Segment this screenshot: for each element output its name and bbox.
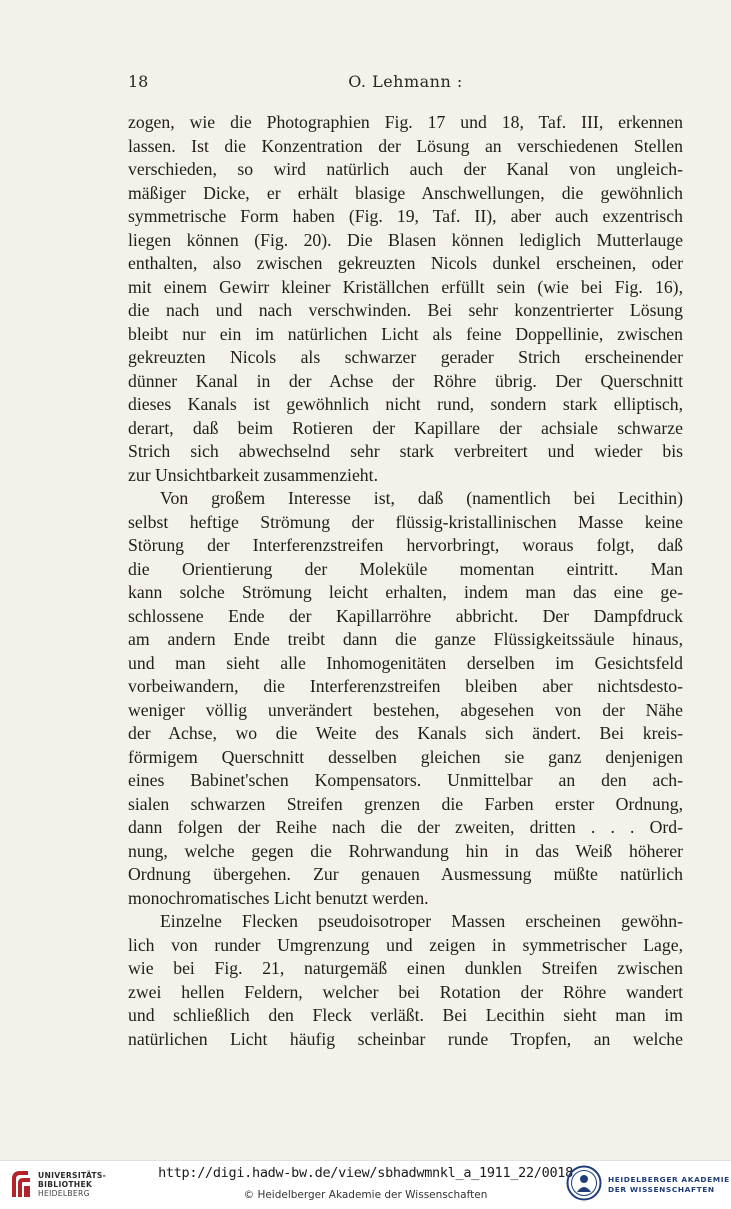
text-line: Strich sich abwechselnd sehr stark verbreitert und wieder bis (128, 441, 683, 461)
text-line: weniger völlig unverändert bestehen, abgesehen von der Nähe (128, 699, 683, 720)
text-line: Störung der Interferenzstreifen hervorbringt, woraus folgt, daß (128, 535, 683, 555)
text-line: schlossene Ende der Kapillarröhre abbricht. Der Dampfdruck (128, 605, 683, 626)
text-line: förmigem Querschnitt desselben gleichen sie ganz denjenigen (128, 746, 683, 767)
text-line: enthalten, also zwischen gekreuzten Nicols dunkel erscheinen, oder (128, 253, 683, 273)
text-line: bleibt nur ein im natürlichen Licht als feine Doppellinie, zwischen (128, 323, 683, 344)
text-line: Einzelne Flecken pseudoisotroper Massen erscheinen gewöhn- (160, 911, 683, 931)
body-text (128, 111, 683, 1051)
page-header (128, 72, 683, 94)
text-line: eines Babinet'schen Kompensators. Unmittelbar an den ach- (128, 770, 683, 790)
viewer-footer (0, 1160, 731, 1209)
text-line: zwei hellen Feldern, welcher bei Rotation der Röhre wandert (128, 981, 683, 1002)
logo-line: HEIDELBERGER AKADEMIE (608, 1175, 730, 1184)
text-line: kann solche Strömung leicht erhalten, indem man das eine ge- (128, 582, 683, 602)
text-line: dieses Kanals ist gewöhnlich nicht rund, sondern stark elliptisch, (128, 394, 683, 414)
text-line: sialen schwarzen Streifen grenzen die Farben erster Ordnung, (128, 793, 683, 814)
text-line: Ordnung übergehen. Zur genauen Ausmessung müßte natürlich (128, 864, 683, 884)
text-line: dünner Kanal in der Achse der Röhre übrig. Der Querschnitt (128, 370, 683, 391)
logo-line: BIBLIOTHEK (38, 1180, 93, 1189)
text-line: am andern Ende treibt dann die ganze Flüssigkeitssäule hinaus, (128, 629, 683, 649)
text-line: Von großem Interesse ist, daß (namentlich bei Lecithin) (160, 488, 683, 508)
text-line: wie bei Fig. 21, naturgemäß einen dunklen Streifen zwischen (128, 958, 683, 978)
text-line: und man sieht alle Inhomogenitäten derselben im Gesichtsfeld (128, 652, 683, 673)
text-line: mäßiger Dicke, er erhält blasige Anschwellungen, die gewöhnlich (128, 182, 683, 203)
text-line: liegen können (Fig. 20). Die Blasen können lediglich Mutterlauge (128, 229, 683, 250)
text-line: lich von runder Umgrenzung und zeigen in symmetrischer Lage, (128, 934, 683, 955)
text-line: natürlichen Licht häufig scheinbar runde Tropfen, an welche (128, 1028, 683, 1049)
text-line: symmetrische Form haben (Fig. 19, Taf. II), aber auch exzentrisch (128, 206, 683, 226)
text-line: lassen. Ist die Konzentration der Lösung an verschiedenen Stellen (128, 135, 683, 156)
text-line: vorbeiwandern, die Interferenzstreifen bleiben aber nichtsdesto- (128, 676, 683, 696)
text-line: verschieden, so wird natürlich auch der Kanal von ungleich- (128, 159, 683, 179)
text-line: zogen, wie die Photographien Fig. 17 und 18, Taf. III, erkennen (128, 112, 683, 132)
logo-line: DER WISSENSCHAFTEN (608, 1185, 715, 1194)
logo-line: UNIVERSITÄTS- (38, 1171, 107, 1180)
text-line: nung, welche gegen die Rohrwandung hin in das Weiß höherer (128, 840, 683, 861)
text-line: mit einem Gewirr kleiner Kriställchen erfüllt sein (wie bei Fig. 16), (128, 276, 683, 297)
text-line: zur Unsichtbarkeit zusammenzieht. (128, 464, 378, 485)
academy-text (608, 1175, 730, 1195)
source-url-link[interactable]: http://digi.hadw-bw.de/view/sbhadwmnkl_a_1911_22/0018 (158, 1165, 573, 1181)
text-line: die Orientierung der Moleküle momentan eintritt. Man (128, 558, 683, 579)
page-number: 18 (128, 72, 149, 91)
paragraph-2 (128, 487, 683, 910)
paragraph-1 (128, 111, 683, 487)
text-line: dann folgen der Reihe nach die der zweiten, dritten . . . Ord- (128, 817, 683, 837)
text-line: der Achse, wo die Weite des Kanals sich ändert. Bei kreis- (128, 723, 683, 743)
text-line: selbst heftige Strömung der flüssig-kristallinischen Masse keine (128, 511, 683, 532)
copyright-notice: © Heidelberger Akademie der Wissenschaften (243, 1189, 488, 1201)
text-line: monochromatisches Licht benutzt werden. (128, 887, 429, 908)
text-line: derart, daß beim Rotieren der Kapillare der achsiale schwarze (128, 417, 683, 438)
logo-line: HEIDELBERG (38, 1189, 90, 1198)
text-line: und schließlich den Fleck verläßt. Bei Lecithin sieht man im (128, 1005, 683, 1025)
text-line: gekreuzten Nicols als schwarzer gerader Strich erscheinender (128, 347, 683, 367)
text-line: die nach und nach verschwinden. Bei sehr konzentrierter Lösung (128, 300, 683, 320)
paragraph-3 (128, 910, 683, 1051)
academy-logo[interactable] (566, 1165, 730, 1205)
academy-seal-icon (566, 1165, 602, 1201)
running-head: O. Lehmann : (348, 72, 463, 91)
